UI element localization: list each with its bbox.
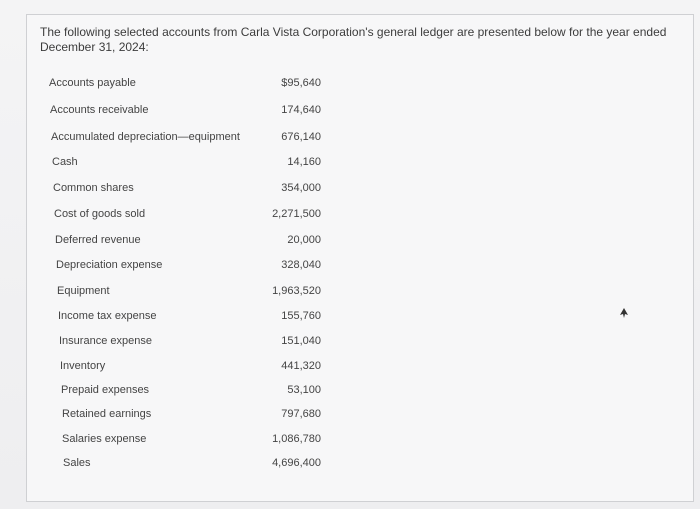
account-name: Insurance expense bbox=[59, 335, 152, 347]
account-amount: 1,963,520 bbox=[272, 285, 321, 297]
ledger-row bbox=[58, 310, 321, 326]
account-amount: 4,696,400 bbox=[272, 457, 321, 469]
account-name: Salaries expense bbox=[62, 433, 147, 445]
ledger-row bbox=[55, 234, 321, 250]
ledger-row bbox=[57, 285, 321, 301]
account-name: Cost of goods sold bbox=[54, 208, 146, 220]
account-amount: 441,320 bbox=[281, 360, 321, 372]
ledger-row bbox=[63, 457, 321, 473]
account-amount: 174,640 bbox=[281, 104, 321, 116]
account-amount: 1,086,780 bbox=[272, 433, 321, 445]
account-name: Common shares bbox=[53, 182, 134, 194]
account-name: Retained earnings bbox=[62, 408, 152, 420]
ledger-row bbox=[50, 104, 321, 120]
account-amount: 14,160 bbox=[287, 156, 321, 168]
account-name: Equipment bbox=[57, 285, 110, 297]
account-name: Prepaid expenses bbox=[61, 384, 150, 396]
intro-text: The following selected accounts from Carla Vista Corporation's general ledger are presented below for the year ended December 31, 2024: bbox=[40, 25, 667, 54]
ledger-row bbox=[53, 182, 321, 198]
account-name: Cash bbox=[52, 156, 78, 168]
account-name: Deferred revenue bbox=[55, 234, 141, 246]
account-name: Inventory bbox=[60, 360, 106, 372]
ledger-row bbox=[59, 335, 321, 351]
account-amount: 53,100 bbox=[287, 384, 321, 396]
ledger-row bbox=[49, 77, 321, 93]
ledger-row bbox=[56, 259, 321, 275]
ledger-row bbox=[52, 156, 321, 172]
account-name: Sales bbox=[63, 457, 91, 469]
ledger-row bbox=[62, 408, 321, 424]
account-amount: 20,000 bbox=[287, 234, 321, 246]
account-name: Income tax expense bbox=[58, 310, 157, 322]
account-amount: 151,040 bbox=[281, 335, 321, 347]
ledger-row bbox=[51, 131, 321, 147]
account-name: Accounts payable bbox=[49, 77, 136, 89]
account-amount: 155,760 bbox=[281, 310, 321, 322]
ledger-row bbox=[62, 433, 321, 449]
account-amount: 328,040 bbox=[281, 259, 321, 271]
account-amount: 2,271,500 bbox=[272, 208, 321, 220]
account-amount: 676,140 bbox=[281, 131, 321, 143]
mouse-pointer-icon bbox=[618, 307, 630, 319]
account-amount: 354,000 bbox=[281, 182, 321, 194]
ledger-row bbox=[61, 384, 321, 400]
ledger-row bbox=[54, 208, 321, 224]
account-name: Depreciation expense bbox=[56, 259, 163, 271]
account-name: Accounts receivable bbox=[50, 104, 149, 116]
account-amount: 797,680 bbox=[281, 408, 321, 420]
account-amount: $95,640 bbox=[281, 77, 321, 89]
ledger-row bbox=[60, 360, 321, 376]
account-name: Accumulated depreciation—equipment bbox=[51, 131, 240, 143]
